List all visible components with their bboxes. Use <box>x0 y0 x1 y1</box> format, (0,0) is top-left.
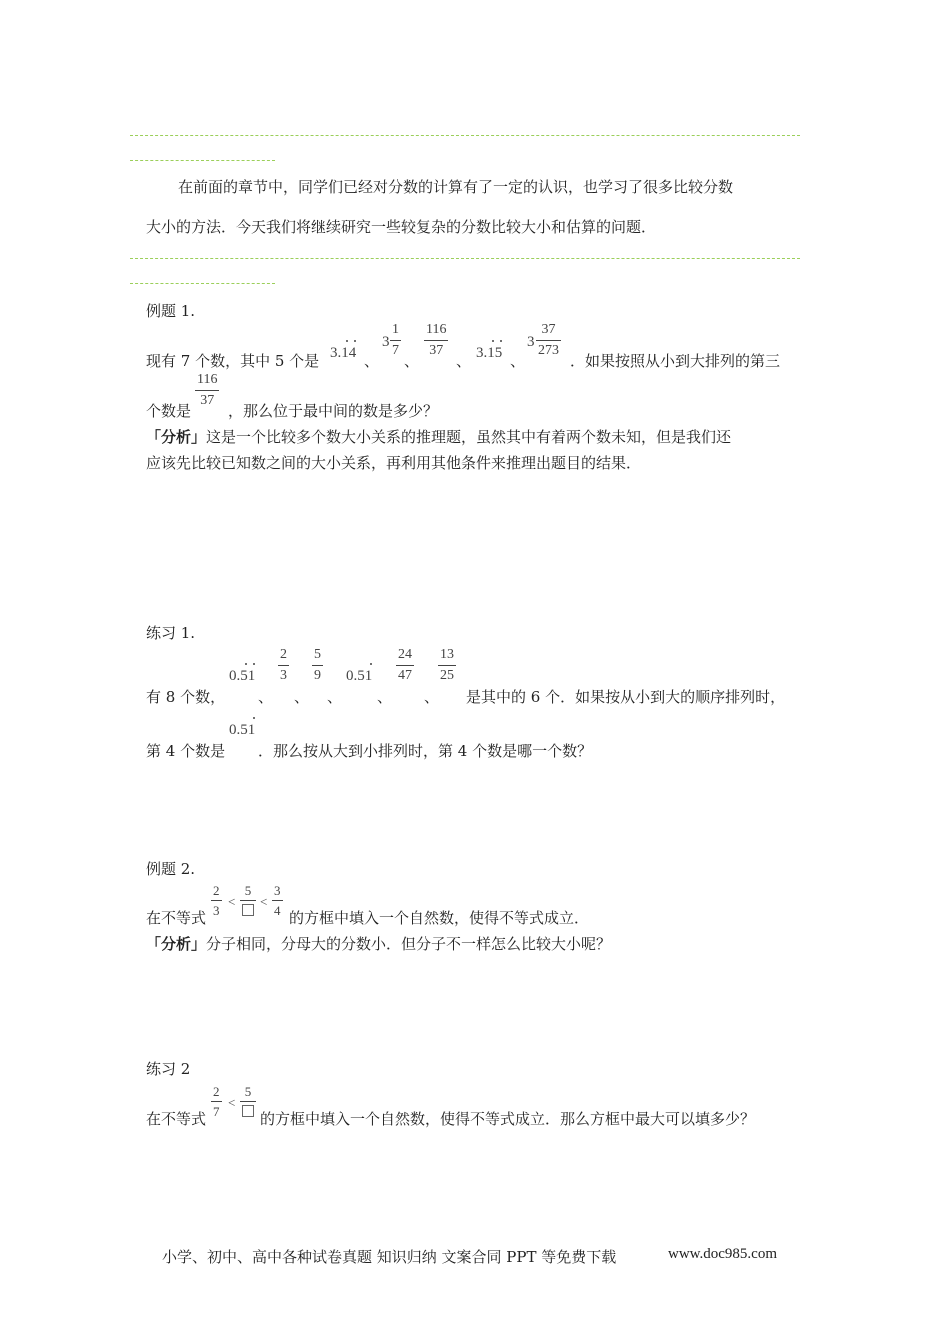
less-than-symbol: < <box>260 894 268 909</box>
analysis-text: 分子相同，分母大的分数小．但分子不一样怎么比较大小呢？ <box>206 935 612 953</box>
denominator: 9 <box>314 668 321 683</box>
example2-text-b: 的方框中填入一个自然数，使得不等式成立． <box>289 909 590 927</box>
practice1-line2-suffix: ．那么按从大到小排列时，第 4 个数是哪一个数？ <box>258 742 593 760</box>
numerator: 5 <box>244 883 252 898</box>
denominator: 25 <box>440 668 454 683</box>
numerator: 5 <box>314 647 321 662</box>
example2-fraction-a <box>211 884 222 917</box>
separator: 、 <box>456 352 472 370</box>
example1-value-1: 3.14 <box>330 345 357 361</box>
separator: 、 <box>424 688 440 706</box>
repeat-dot <box>370 663 372 665</box>
example2-text-a: 在不等式 <box>146 909 207 927</box>
separator: 、 <box>364 352 380 370</box>
denominator: 3 <box>213 903 220 918</box>
intro-line-2: 大小的方法．今天我们将继续研究一些较复杂的分数比较大小和估算的问题． <box>146 218 657 236</box>
divider-top <box>130 135 800 136</box>
example1-title: 例题 1. <box>146 302 196 320</box>
separator: 、 <box>404 352 420 370</box>
practice1-decimal-1: 0.51 <box>229 668 256 684</box>
denominator: 37 <box>200 393 215 408</box>
numerator: 2 <box>213 883 220 898</box>
denominator: 7 <box>392 343 399 358</box>
separator: 、 <box>510 352 526 370</box>
example1-value-2-fraction <box>390 323 401 358</box>
fraction-bar <box>278 665 289 666</box>
numerator: 2 <box>213 1084 220 1099</box>
practice1-fraction-3 <box>396 648 414 683</box>
separator: 、 <box>258 688 274 706</box>
practice2-title: 练习 2 <box>146 1060 191 1078</box>
fraction-bar <box>240 1101 256 1102</box>
footer-url[interactable]: www.doc985.com <box>668 1246 778 1262</box>
example1-value-5-fraction <box>536 323 561 358</box>
fraction-bar <box>211 1101 222 1102</box>
practice1-fraction-2 <box>312 648 323 683</box>
repeat-dot <box>354 340 356 342</box>
example1-line2-suffix: ，那么位于最中间的数是多少？ <box>228 402 439 420</box>
practice1-title: 练习 1. <box>146 624 196 642</box>
numerator: 13 <box>440 647 454 662</box>
repeat-dot <box>253 663 255 665</box>
repeat-dot <box>492 340 494 342</box>
numerator: 116 <box>197 372 218 387</box>
numerator: 1 <box>392 322 399 337</box>
example2-title: 例题 2. <box>146 860 196 878</box>
practice1-text-a: 有 8 个数， <box>146 688 226 706</box>
example1-value-4: 3.15 <box>476 345 503 361</box>
example1-value-2-whole: 3 <box>382 334 390 350</box>
separator: 、 <box>294 688 310 706</box>
practice1-decimal-2: 0.51 <box>346 668 373 684</box>
example2-fraction-c <box>272 884 283 917</box>
example1-analysis-line-1 <box>146 426 731 447</box>
separator: 、 <box>327 688 343 706</box>
analysis-label: 「分析」 <box>146 935 207 953</box>
repeat-dot <box>500 340 502 342</box>
less-than-symbol: < <box>228 1095 236 1110</box>
example2-fraction-b <box>240 884 256 918</box>
practice2-fraction-a <box>211 1085 222 1118</box>
practice1-line2-prefix: 第 4 个数是 <box>146 742 226 760</box>
fraction-bar <box>536 340 561 341</box>
analysis-label: 「分析」 <box>146 428 207 446</box>
blank-box <box>240 1105 256 1119</box>
repeat-dot <box>346 340 348 342</box>
example1-value-3-fraction <box>424 323 448 358</box>
numerator: 2 <box>280 647 287 662</box>
fraction-bar <box>195 390 219 391</box>
numerator: 24 <box>398 647 412 662</box>
practice1-text-b: 是其中的 6 个．如果按从小到大的顺序排列时， <box>466 688 786 706</box>
less-than-symbol: < <box>228 894 236 909</box>
fraction-bar <box>396 665 414 666</box>
footer-text: 小学、初中、高中各种试卷真题 知识归纳 文案合同 PPT 等免费下载 <box>162 1248 617 1266</box>
numerator: 37 <box>541 322 556 337</box>
denominator: 37 <box>429 343 444 358</box>
fraction-bar <box>390 340 401 341</box>
example1-line2-prefix: 个数是 <box>146 402 192 420</box>
fraction-bar <box>312 665 323 666</box>
numerator: 116 <box>426 322 447 337</box>
example1-text-b: ．如果按照从小到大排列的第三 <box>570 352 781 370</box>
denominator: 273 <box>538 343 559 358</box>
practice2-text-b: 的方框中填入一个自然数，使得不等式成立．那么方框中最大可以填多少？ <box>260 1110 756 1128</box>
example2-analysis <box>146 933 611 954</box>
example1-third-value-fraction <box>195 373 219 408</box>
practice1-fraction-1 <box>278 648 289 683</box>
fraction-bar <box>240 900 256 901</box>
example1-value-5-whole: 3 <box>527 334 535 350</box>
numerator: 5 <box>244 1084 252 1099</box>
divider-top-tail <box>130 160 275 161</box>
numerator: 3 <box>274 883 281 898</box>
fraction-bar <box>438 665 456 666</box>
practice1-fraction-4 <box>438 648 456 683</box>
fraction-bar <box>211 900 222 901</box>
blank-box <box>240 904 256 918</box>
separator: 、 <box>377 688 393 706</box>
analysis-text: 这是一个比较多个数大小关系的推理题，虽然其中有着两个数未知，但是我们还 <box>206 428 732 446</box>
intro-line-1: 在前面的章节中，同学们已经对分数的计算有了一定的认识，也学习了很多比较分数 <box>178 178 734 196</box>
example1-analysis-line-2: 应该先比较已知数之间的大小关系，再利用其他条件来推理出题目的结果． <box>146 454 642 472</box>
fraction-bar <box>272 900 283 901</box>
denominator: 4 <box>274 903 281 918</box>
repeat-dot <box>245 663 247 665</box>
practice2-fraction-b <box>240 1085 256 1119</box>
divider-mid-tail <box>130 283 275 284</box>
practice2-text-a: 在不等式 <box>146 1110 207 1128</box>
practice1-decimal-3: 0.51 <box>229 722 256 738</box>
denominator: 47 <box>398 668 412 683</box>
divider-mid <box>130 258 800 259</box>
denominator: 3 <box>280 668 287 683</box>
denominator: 7 <box>213 1104 220 1119</box>
fraction-bar <box>424 340 448 341</box>
example1-text-a: 现有 7 个数，其中 5 个是 <box>146 352 320 370</box>
repeat-dot <box>253 717 255 719</box>
